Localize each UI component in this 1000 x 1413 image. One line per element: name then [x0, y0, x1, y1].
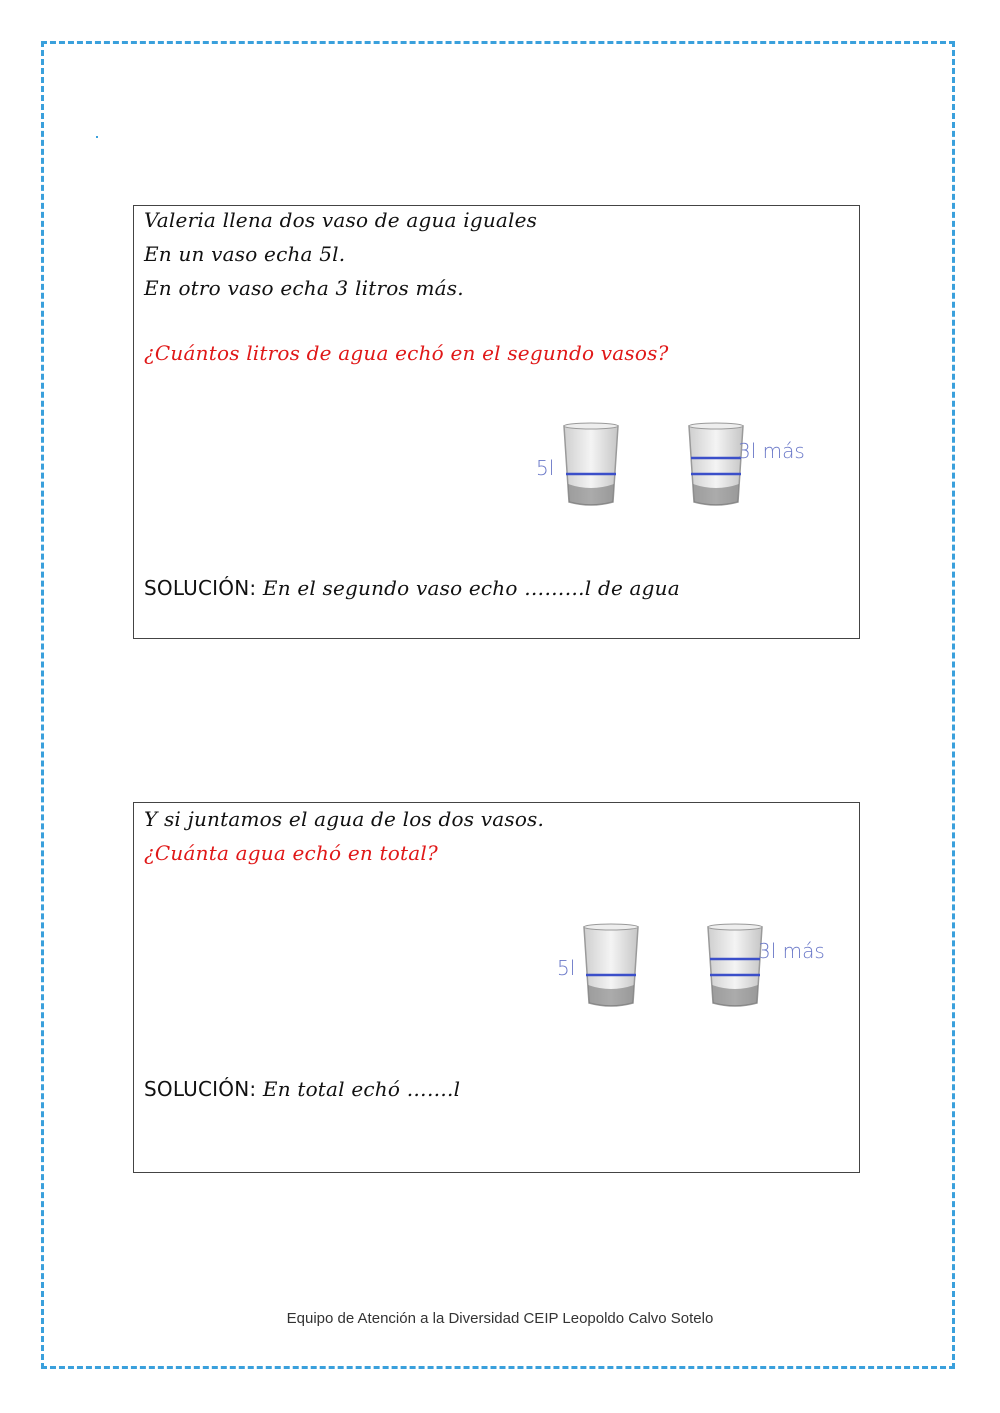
problem-2-question: ¿Cuánta agua echó en total?: [144, 841, 438, 865]
problem-2-solution: [144, 1077, 460, 1101]
problem-1-box: [133, 205, 860, 639]
glass-of-water-icon: [706, 923, 764, 1007]
stray-mark: [96, 136, 98, 138]
solution-text: En el segundo vaso echo ………l de agua: [262, 576, 680, 600]
glass-of-water-icon: [562, 422, 620, 506]
solution-label: SOLUCIÓN:: [144, 1077, 257, 1101]
footer-credit: Equipo de Atención a la Diversidad CEIP Leopoldo Calvo Sotelo: [286, 1310, 714, 1327]
problem-1-question: ¿Cuántos litros de agua echó en el segundo vasos?: [144, 341, 669, 365]
glass-2-label: 3l más: [758, 939, 825, 963]
problem-1-solution: [144, 576, 680, 600]
problem-1-line-3: En otro vaso echa 3 litros más.: [144, 276, 464, 300]
glass-1-label: 5l: [557, 956, 576, 980]
problem-1-line-1: Valeria llena dos vaso de agua iguales: [144, 208, 538, 232]
glass-2-label: 3l más: [738, 439, 805, 463]
glass-1-label: 5l: [536, 456, 555, 480]
glass-of-water-icon: [687, 422, 745, 506]
problem-1-line-2: En un vaso echa 5l.: [144, 242, 346, 266]
problem-2-line-1: Y si juntamos el agua de los dos vasos.: [144, 807, 545, 831]
glass-of-water-icon: [582, 923, 640, 1007]
problem-2-box: [133, 802, 860, 1173]
solution-label: SOLUCIÓN:: [144, 576, 257, 600]
solution-text: En total echó …….l: [262, 1077, 461, 1101]
